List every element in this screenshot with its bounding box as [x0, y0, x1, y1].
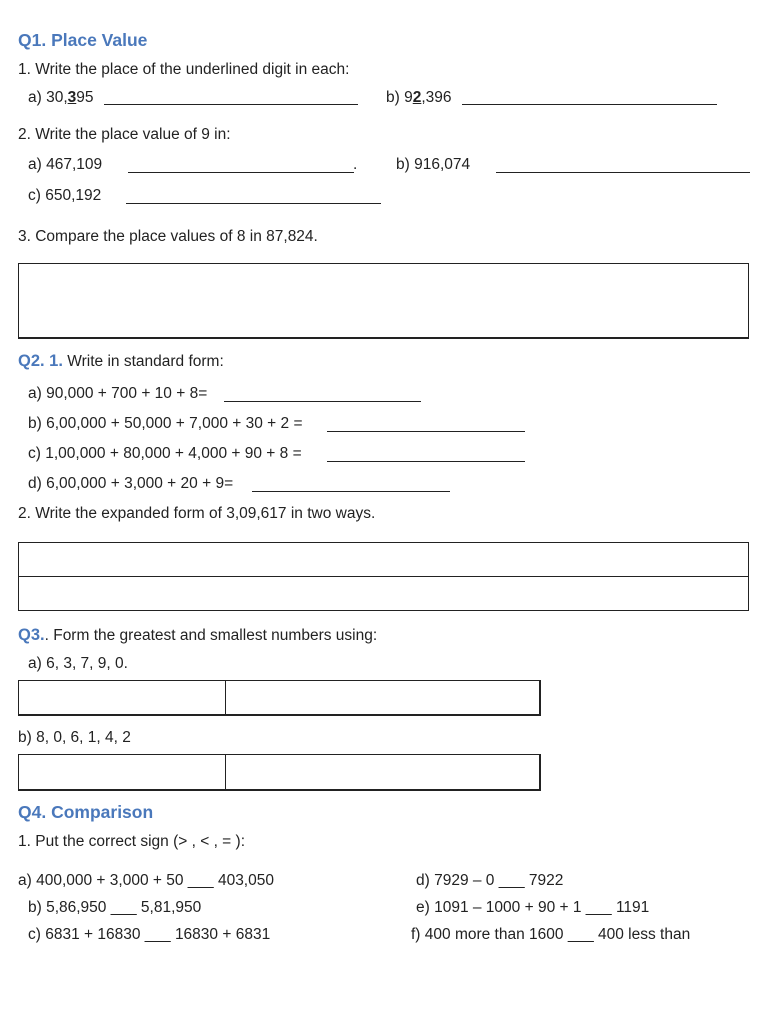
q3-b-greatest-cell[interactable]	[19, 755, 224, 789]
q1-2c: c) 650,192	[28, 187, 102, 204]
q1-item2: 2. Write the place value of 9 in:	[18, 126, 231, 143]
q2-1d-answer-line[interactable]	[252, 491, 450, 492]
q1-2a-answer-line[interactable]	[128, 172, 354, 173]
q3-item-text: . Form the greatest and smallest numbers using:	[44, 627, 378, 644]
q2-1a: a) 90,000 + 700 + 10 + 8=	[28, 385, 208, 402]
q4-e: e) 1091 – 1000 + 90 + 1 ___ 1191	[416, 899, 650, 916]
q2-1d: d) 6,00,000 + 3,000 + 20 + 9=	[28, 475, 234, 492]
q2-1c-answer-line[interactable]	[327, 461, 525, 462]
q3-a-smallest-cell[interactable]	[227, 681, 539, 714]
q3-b-cell-divider	[225, 754, 226, 791]
q1-item3: 3. Compare the place values of 8 in 87,824.	[18, 228, 318, 245]
q2-2-answer-box-1[interactable]	[18, 542, 749, 577]
q1-item1: 1. Write the place of the underlined digit in each:	[18, 61, 350, 78]
q3-a-greatest-cell[interactable]	[19, 681, 224, 714]
q2-item2: 2. Write the expanded form of 3,09,617 in two ways.	[18, 505, 376, 522]
q1-2b-answer-line[interactable]	[496, 172, 750, 173]
q2-item1	[18, 351, 224, 372]
q1-1b	[386, 88, 452, 108]
q3-a: a) 6, 3, 7, 9, 0.	[28, 655, 128, 672]
q1-1a	[28, 88, 94, 108]
q2-1c: c) 1,00,000 + 80,000 + 4,000 + 90 + 8 =	[28, 445, 302, 462]
q3-tag: Q3.	[18, 626, 45, 644]
q2-1a-answer-line[interactable]	[224, 401, 421, 402]
q4-a: a) 400,000 + 3,000 + 50 ___ 403,050	[18, 872, 274, 889]
q4-f: f) 400 more than 1600 ___ 400 less than	[411, 926, 691, 943]
q1-1b-answer-line[interactable]	[462, 104, 717, 105]
q3-item	[18, 625, 377, 646]
q1-2c-answer-line[interactable]	[126, 203, 381, 204]
q1-1a-answer-line[interactable]	[104, 104, 358, 105]
q4-b: b) 5,86,950 ___ 5,81,950	[28, 899, 202, 916]
q4-item1: 1. Put the correct sign (> , < , = ):	[18, 833, 246, 850]
q2-item1-text: Write in standard form:	[62, 353, 224, 370]
q1-3-answer-box[interactable]	[18, 263, 749, 339]
q3-b-smallest-cell[interactable]	[227, 755, 539, 789]
q1-heading: Q1. Place Value	[18, 30, 148, 50]
q1-1b-pre: b) 9	[386, 89, 413, 106]
q3-b: b) 8, 0, 6, 1, 4, 2	[18, 729, 131, 746]
q2-tag: Q2. 1.	[18, 352, 63, 370]
q1-2a: a) 467,109	[28, 156, 103, 173]
q1-1b-underlined-digit: 2	[412, 89, 422, 106]
q4-heading: Q4. Comparison	[18, 802, 154, 822]
q2-2-answer-box-2[interactable]	[18, 576, 749, 611]
q1-1a-underlined-digit: 3	[67, 89, 77, 106]
q2-1b: b) 6,00,000 + 50,000 + 7,000 + 30 + 2 =	[28, 415, 303, 432]
q4-c: c) 6831 + 16830 ___ 16830 + 6831	[28, 926, 271, 943]
q4-d: d) 7929 – 0 ___ 7922	[416, 872, 564, 889]
q1-1a-pre: a) 30,	[28, 89, 68, 106]
q1-1a-post: 95	[76, 89, 94, 106]
q1-1b-post: ,396	[421, 89, 452, 106]
q1-2b: b) 916,074	[396, 156, 471, 173]
q2-1b-answer-line[interactable]	[327, 431, 525, 432]
q3-a-cell-divider	[225, 680, 226, 716]
q1-2a-period: .	[353, 156, 358, 173]
